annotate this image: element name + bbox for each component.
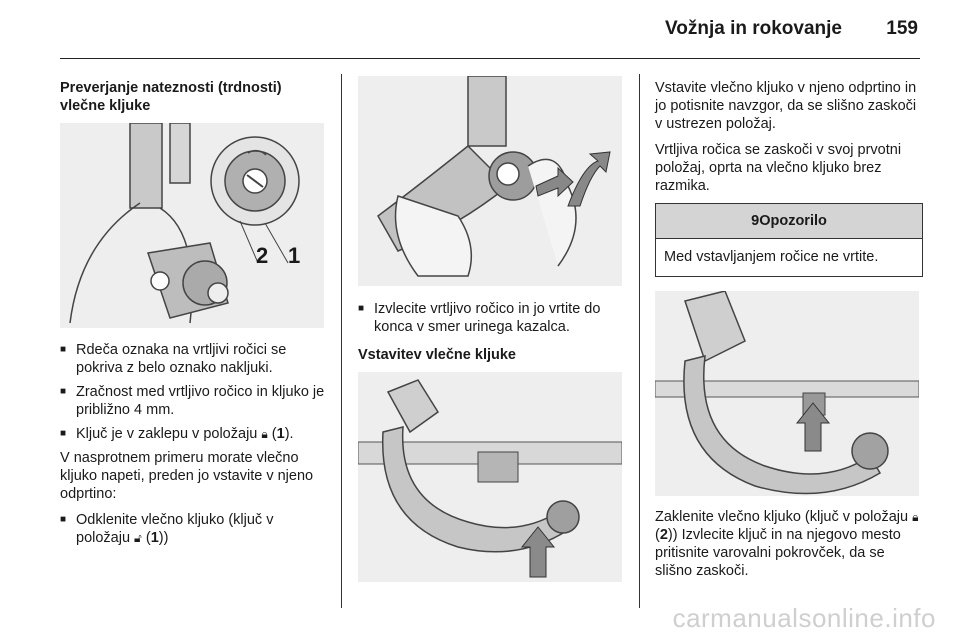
hook-inserted-illustration <box>655 291 919 496</box>
warning-box <box>655 203 923 277</box>
tow-hook-check-illustration <box>60 123 324 328</box>
check-heading: Preverjanje nateznosti (trdnosti) vlečne kljuke <box>60 80 282 114</box>
section-title: Vožnja in rokovanje <box>664 18 842 39</box>
figure-label-1: 1 <box>288 243 301 268</box>
lock-icon: 🔒︎ <box>912 510 919 524</box>
warning-icon: 9 <box>751 213 760 229</box>
watermark: carmanualsonline.info <box>672 603 936 633</box>
list-item: ■ Izvlecite vrtljivo ročico in jo vrtite do konca v smer urinega kazalca. <box>358 300 628 336</box>
insert-hook-illustration <box>358 372 622 582</box>
list-item: ■ Ključ je v zaklepu v položaju 🔒︎ (1). <box>60 425 328 443</box>
warning-header <box>656 204 922 239</box>
unlock-icon: 🔓︎ <box>134 531 142 545</box>
handle-paragraph: Vrtljiva ročica se zaskoči v svoj prvotni položaj, oprta na vlečno kljuko brez razmika. <box>655 142 902 194</box>
rotate-handle-illustration <box>358 76 622 286</box>
unlock-text: Odklenite vlečno kljuko (ključ v položaju <box>76 512 274 546</box>
figure-label-2: 2 <box>256 243 269 268</box>
instruction-paragraph: V nasprotnem primeru morate vlečno kljuko napeti, preden jo vstavite v njeno odprtino: <box>60 450 314 502</box>
list-item: ■ Odklenite vlečno kljuko (ključ v položaju 🔓︎ (1)) <box>60 511 328 547</box>
lock-text: Ključ je v zaklepu v položaju <box>76 426 258 442</box>
page-header <box>0 0 960 60</box>
column-1 <box>60 79 328 553</box>
lock-icon: 🔒︎ <box>261 427 268 441</box>
warning-text: Med vstavljanjem ročice ne vrtite. <box>664 249 879 265</box>
list-item: ■ Rdeča oznaka na vrtljivi ročici se pokriva z belo oznako naklјuki. <box>60 341 328 377</box>
column-3 <box>655 79 923 588</box>
insert-heading: Vstavitev vlečne kljuke <box>358 347 516 363</box>
lock-paragraph: Zaklenite vlečno kljuko (ključ v položaju 🔒︎ (2)) Izvlecite ključ in na njegovo mesto pritisnite varovalni pokrovček, da se slišno zaskoči. <box>655 509 919 579</box>
insert-paragraph: Vstavite vlečno kljuko v njeno odprtino in jo potisnite navzgor, da se slišno zaskoči v ustrezen položaj. <box>655 80 917 132</box>
header-rule <box>60 58 920 59</box>
page-number: 159 <box>886 18 918 39</box>
column-divider-1 <box>341 74 342 608</box>
column-2 <box>358 76 628 582</box>
position-number: 1 <box>150 530 159 546</box>
warning-title: Opozorilo <box>759 213 827 229</box>
column-divider-2 <box>639 74 640 608</box>
position-number: 2 <box>659 527 668 543</box>
list-item: ■ Zračnost med vrtljivo ročico in kljuko je približno 4 mm. <box>60 383 328 419</box>
position-number: 1 <box>276 426 285 442</box>
